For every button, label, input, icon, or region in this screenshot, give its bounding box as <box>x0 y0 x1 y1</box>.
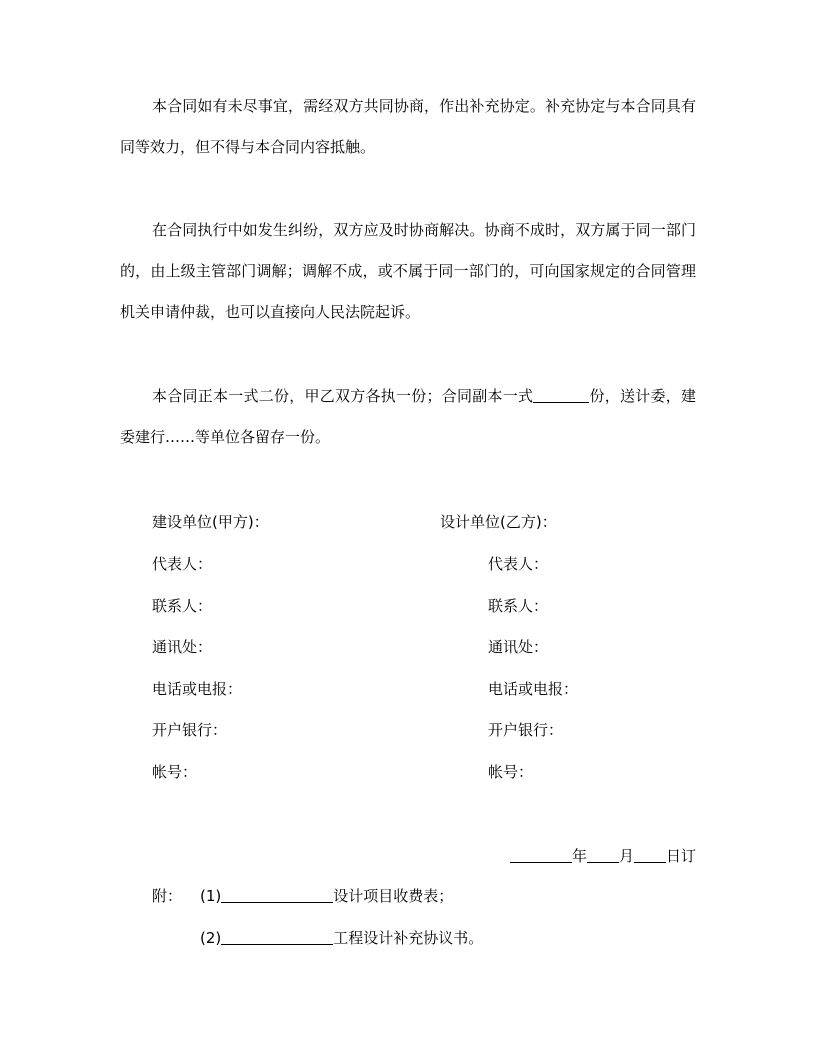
party-a-bank-label: 开户银行： <box>152 721 228 739</box>
party-b-contact-label: 联系人： <box>488 597 549 615</box>
copies-text-before: 本合同正本一式二份，甲乙双方各执一份；合同副本一式 <box>152 387 534 405</box>
party-b-representative-label: 代表人： <box>488 555 549 573</box>
paragraph-supplementary-agreement: 本合同如有未尽事宜，需经双方共同协商，作出补充协定。补充协定与本合同具有同等效力，但不得与本合同内容抵触。 <box>120 97 696 156</box>
attachment-1-number: (1) <box>200 887 222 905</box>
attachment-2-number: (2) <box>200 929 222 947</box>
month-blank[interactable] <box>587 846 619 863</box>
attachment-item-2 <box>200 928 483 948</box>
day-label: 日订 <box>665 847 696 865</box>
copies-text-after: 份，送计委，建委建行……等单位各留存一份。 <box>120 387 696 446</box>
party-a-contact-label: 联系人： <box>152 597 213 615</box>
attachment-1-blank[interactable] <box>221 886 333 903</box>
party-a-address-label: 通讯处： <box>152 638 213 656</box>
party-b-account-label: 帐号： <box>488 763 534 781</box>
month-label: 月 <box>618 847 634 865</box>
party-b-phone-label: 电话或电报： <box>488 680 579 698</box>
copies-count-blank[interactable] <box>533 386 589 403</box>
day-blank[interactable] <box>634 846 666 863</box>
party-b-bank-label: 开户银行： <box>488 721 564 739</box>
party-b-address-label: 通讯处： <box>488 638 549 656</box>
party-a-representative-label: 代表人： <box>152 555 213 573</box>
signing-date <box>510 846 696 866</box>
year-label: 年 <box>571 847 587 865</box>
party-a-phone-label: 电话或电报： <box>152 680 243 698</box>
attachment-1-text: 设计项目收费表； <box>333 887 454 905</box>
attachment-2-text: 工程设计补充协议书。 <box>333 929 484 947</box>
attachment-2-blank[interactable] <box>221 928 333 945</box>
attachment-item-1 <box>200 886 453 906</box>
party-b-heading: 设计单位(乙方)： <box>440 513 557 531</box>
paragraph-copies <box>120 376 696 458</box>
party-a-heading: 建设单位(甲方)： <box>152 513 269 531</box>
attachments-label: 附： <box>152 887 183 905</box>
paragraph-dispute-resolution: 在合同执行中如发生纠纷，双方应及时协商解决。协商不成时，双方属于同一部门的，由上级主管部门调解；调解不成，或不属于同一部门的，可向国家规定的合同管理机关申请仲裁，也可以直接向人民法院起诉。 <box>120 221 696 321</box>
year-blank[interactable] <box>510 846 572 863</box>
party-a-account-label: 帐号： <box>152 763 198 781</box>
